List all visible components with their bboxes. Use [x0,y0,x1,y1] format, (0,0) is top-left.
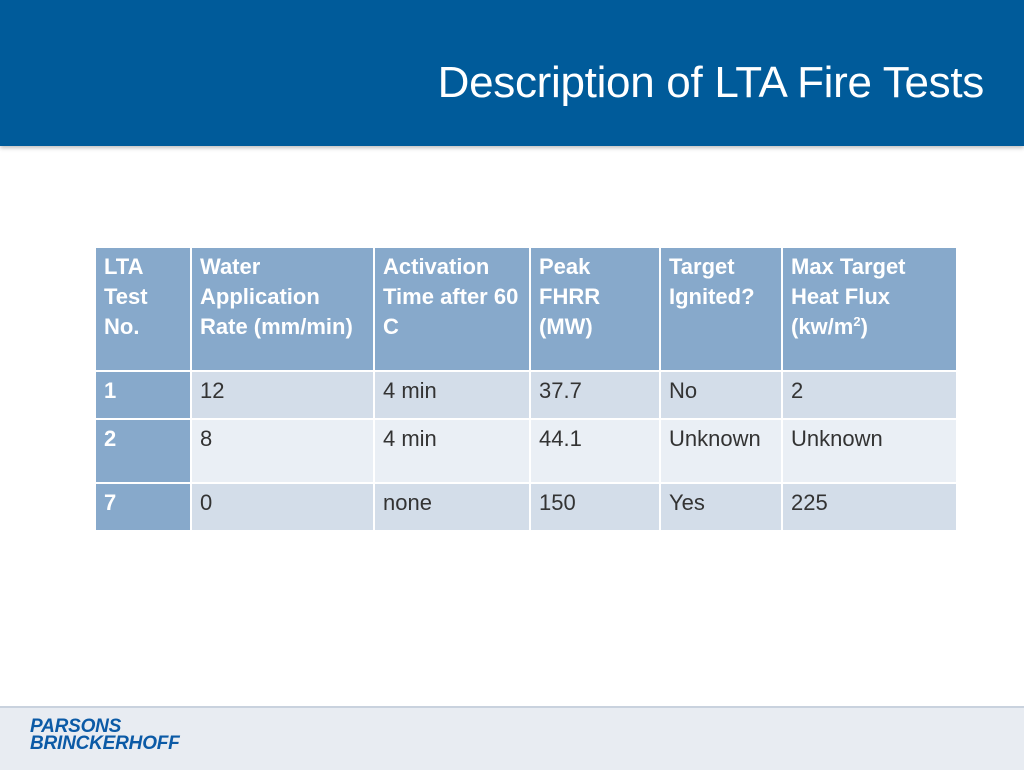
cell-activation-time: 4 min [374,371,530,419]
column-header-test-no: LTA Test No. [95,247,191,371]
cell-max-heat-flux: 2 [782,371,957,419]
cell-peak-fhrr: 44.1 [530,419,660,483]
cell-test-no: 1 [95,371,191,419]
cell-activation-time: 4 min [374,419,530,483]
title-bar [0,0,1024,146]
cell-water-rate: 0 [191,483,374,531]
cell-water-rate: 8 [191,419,374,483]
cell-target-ignited: No [660,371,782,419]
company-logo [30,718,180,752]
column-header-water-rate: Water Application Rate (mm/min) [191,247,374,371]
cell-max-heat-flux: Unknown [782,419,957,483]
logo-line-1: PARSONS [30,716,122,737]
cell-water-rate: 12 [191,371,374,419]
cell-test-no: 7 [95,483,191,531]
cell-target-ignited: Unknown [660,419,782,483]
cell-max-heat-flux: 225 [782,483,957,531]
fire-tests-table [94,246,958,532]
slide-title: Description of LTA Fire Tests [437,58,984,107]
column-header-peak-fhrr: Peak FHRR (MW) [530,247,660,371]
cell-peak-fhrr: 150 [530,483,660,531]
column-header-activation-time: Activation Time after 60 C [374,247,530,371]
cell-peak-fhrr: 37.7 [530,371,660,419]
table-row [95,483,957,531]
heat-flux-exponent: 2 [853,314,861,329]
table-row [95,419,957,483]
column-header-target-ignited: Target Ignited? [660,247,782,371]
heat-flux-close: ) [860,314,868,339]
heat-flux-label: Max Target Heat Flux (kw/m [791,254,906,339]
cell-activation-time: none [374,483,530,531]
column-header-max-heat-flux [782,247,957,371]
logo-line-2: BRINCKERHOFF [30,733,180,754]
table-row [95,371,957,419]
cell-target-ignited: Yes [660,483,782,531]
cell-test-no: 2 [95,419,191,483]
table-header-row [95,247,957,371]
